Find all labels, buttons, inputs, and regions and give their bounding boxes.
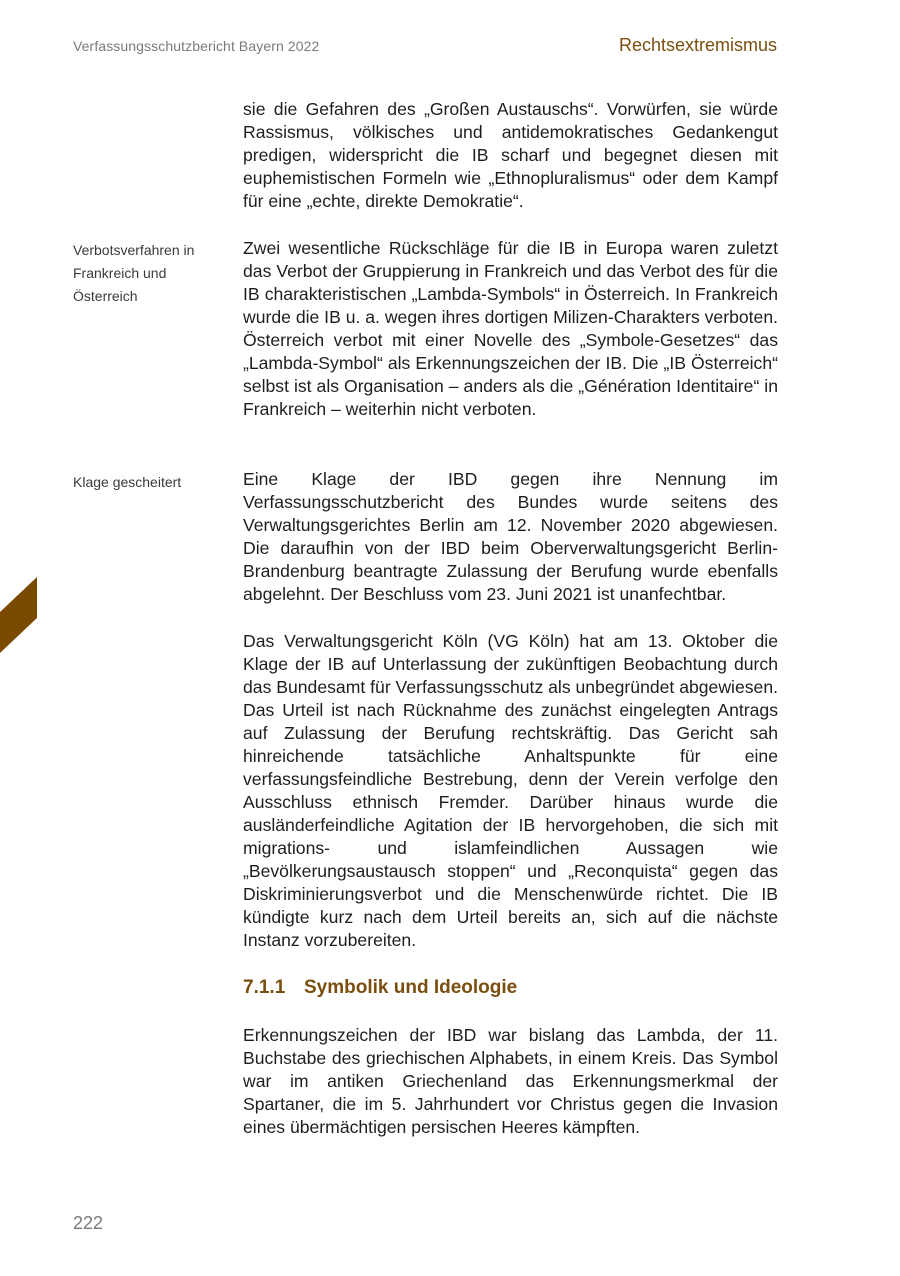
section-number: 7.1.1 — [243, 977, 286, 998]
body-paragraph: Erkennungszeichen der IBD war bislang das Lambda, der 11. Buchstabe des griechischen Alphabets, in einem Kreis. Das Symbol war im antiken Griechenland das Erkennungsmerkmal der Spartaner, die im 5. Jahrhundert vor Christus gegen die Invasion eines übermächtigen persischen Heeres kämpften. — [243, 1025, 778, 1137]
body-paragraph: Das Verwaltungsgericht Köln (VG Köln) hat am 13. Oktober die Klage der IB auf Unterlassung der zukünftigen Beobachtung durch das Bundesamt für Verfassungsschutz als unbegründet abgewiesen. Das Urteil ist nach Rücknahme des zunächst eingelegten Antrags auf Zulassung der Berufung rechtskräftig. Das Gericht sah hinreichende tatsächliche Anhaltspunkte für eine verfassungsfeindliche Bestrebung, denn der Verein verfolge den Ausschluss ethnisch Fremder. Darüber hinaus wurde die ausländerfeindliche Agitation der IB hervorgehoben, die sich mit migrations- und islamfeindlichen Aussagen wie „Bevölkerungsaustausch stoppen“ und „Reconquista“ gegen das Diskriminierungsverbot und die Menschenwürde richtet. Die IB kündigte kurz nach dem Urteil bereits an, sich auf die nächste Instanz vorzubereiten. — [243, 631, 778, 950]
running-header-chapter-title: Rechtsextremismus — [618, 35, 777, 55]
chapter-side-tab — [0, 577, 37, 653]
section-heading — [243, 977, 517, 999]
body-paragraph: Zwei wesentliche Rückschläge für die IB in Europa waren zuletzt das Verbot der Gruppierung in Frankreich und das Verbot des für die IB charakteristischen „Lambda-Symbols“ in Österreich. In Frankreich wurde die IB u. a. wegen ihres dortigen Milizen-Charakters verboten. Österreich verbot mit einer Novelle des „Symbole-Gesetzes“ das „Lambda-Symbol“ als Erkennungszeichen der IB. Die „IB Österreich“ selbst ist als Organisation – anders als die „Génération Identitaire“ in Frankreich – weiterhin nicht verboten. — [243, 238, 778, 419]
margin-note-verbotsverfahren: Verbotsverfahren in Frankreich und Österreich — [73, 242, 195, 304]
body-paragraph: sie die Gefahren des „Großen Austauschs“. Vorwürfen, sie würde Rassismus, völkisches und antidemokratisches Gedankengut predigen, widerspricht die IB scharf und begegnet diesen mit euphemistischen Formeln wie „Ethnopluralismus“ oder dem Kampf für eine „echte, direkte Demokratie“. — [243, 99, 778, 211]
page-number: 222 — [73, 1213, 104, 1233]
running-header-document-title: Verfassungsschutzbericht Bayern 2022 — [73, 38, 320, 54]
section-title: Symbolik und Ideologie — [304, 977, 518, 998]
margin-note-klage-gescheitert: Klage gescheitert — [73, 474, 182, 490]
body-paragraph: Eine Klage der IBD gegen ihre Nennung im Verfassungsschutzbericht des Bundes wurde seitens des Verwaltungsgerichtes Berlin am 12. November 2020 abgewiesen. Die daraufhin von der IBD beim Oberverwaltungsgericht Berlin-Brandenburg beantragte Zulassung der Berufung wurde ebenfalls abgelehnt. Der Beschluss vom 23. Juni 2021 ist unanfechtbar. — [243, 469, 778, 604]
